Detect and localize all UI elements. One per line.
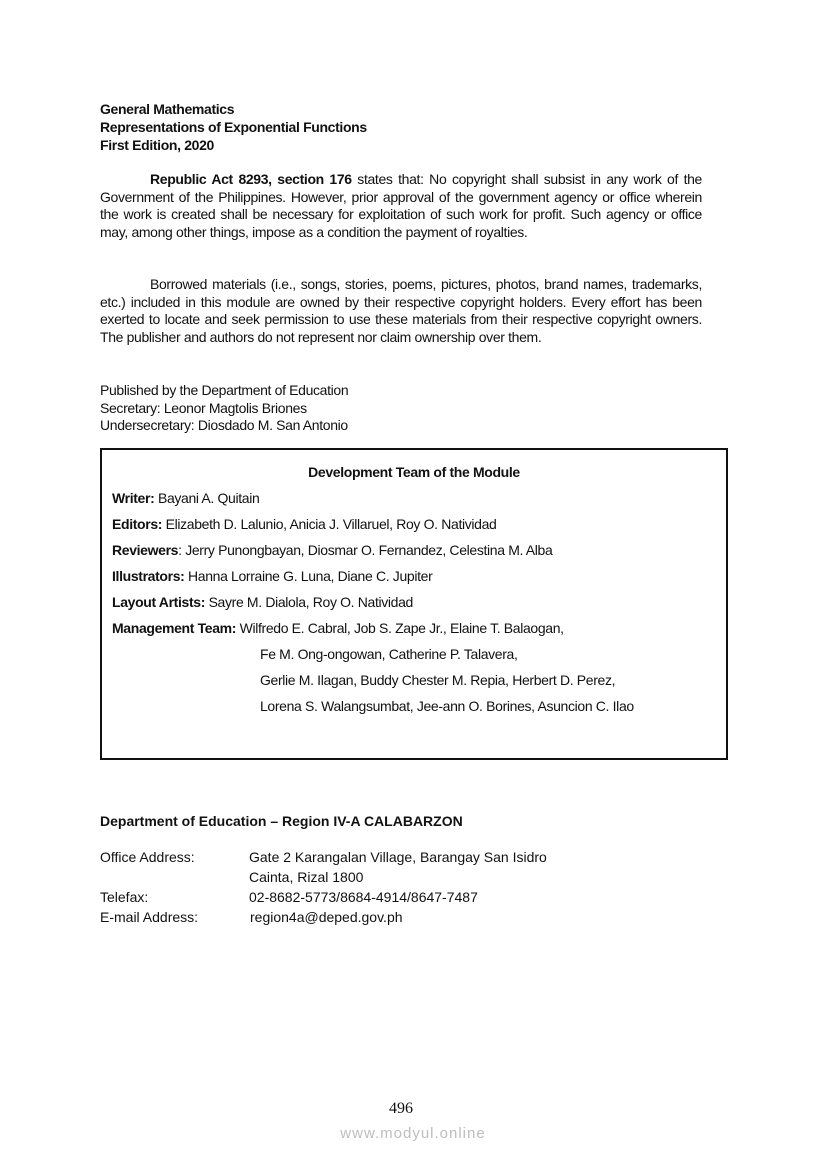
copyright-text: states that: No copyright shall subsist in any work of the Government of the Philippines. However, prior approval of the government agency or office wherein the work is created shall be necessary for exploitation of such work for profit. Such agency or office may, among other things, impose as a condition the payment of royalties. [100,171,702,240]
role-names: Bayani A. Quitain [154,490,260,506]
role-label: Illustrators: [112,568,185,584]
copyright-paragraph [100,171,702,241]
subject: General Mathematics [100,101,235,117]
publisher-info [100,382,348,435]
borrowed-paragraph [100,276,702,346]
edition: First Edition, 2020 [100,137,214,153]
management-continued: Fe M. Ong-ongowan, Catherine P. Talavera, [260,646,518,662]
published-by: Published by the Department of Education [100,382,349,398]
role-names: Hanna Lorraine G. Luna, Diane C. Jupiter [184,568,433,584]
role-names: Elizabeth D. Lalunio, Anicia J. Villaruel, Roy O. Natividad [162,516,497,532]
team-row-layout-artists [112,594,413,610]
borrowed-text: Borrowed materials (i.e., songs, stories, poems, pictures, photos, brand names, trademarks, etc.) included in this module are owned by their respective copyright holders. Every effort has been exerted to locate and seek permission to use these materials from their respective copyright owners. The publisher and authors do not represent nor claim ownership over them. [100,276,702,345]
team-row-management [112,620,564,636]
management-continued: Gerlie M. Ilagan, Buddy Chester M. Repia, Herbert D. Perez, [260,672,616,688]
team-row-illustrators [112,568,432,584]
development-team-box [100,448,728,760]
role-label: Reviewers [112,542,179,558]
team-row-reviewers [112,542,552,558]
team-row-editors [112,516,496,532]
email-value: region4a@deped.gov.ph [250,909,403,925]
role-label: Editors: [112,516,163,532]
role-names: Sayre M. Dialola, Roy O. Natividad [205,594,413,610]
telefax-value: 02-8682-5773/8684-4914/8647-7487 [249,889,478,905]
module-header [100,100,367,154]
watermark: www.modyul.online [340,1125,486,1142]
team-title: Development Team of the Module [308,464,520,480]
secretary: Secretary: Leonor Magtolis Briones [100,399,307,416]
role-label: Management Team: [112,620,237,636]
office-address-line2: Cainta, Rizal 1800 [249,869,364,885]
undersecretary: Undersecretary: Diosdado M. San Antonio [100,417,348,433]
role-label: Layout Artists: [112,594,206,610]
role-names: Wilfredo E. Cabral, Job S. Zape Jr., Elaine T. Balaogan, [236,620,564,636]
office-address-line1: Gate 2 Karangalan Village, Barangay San Isidro [249,849,547,865]
office-address-label: Office Address: [100,849,195,865]
management-continued: Lorena S. Walangsumbat, Jee-ann O. Borines, Asuncion C. Ilao [260,698,634,714]
email-label: E-mail Address: [100,909,199,925]
telefax-label: Telefax: [100,889,149,905]
department-heading: Department of Education – Region IV-A CALABARZON [100,813,463,829]
module-title: Representations of Exponential Functions [100,119,367,135]
role-names: : Jerry Punongbayan, Diosmar O. Fernandez, Celestina M. Alba [178,542,553,558]
role-label: Writer: [112,490,155,506]
team-row-writer [112,490,259,506]
page-number: 496 [389,1100,413,1117]
copyright-law: Republic Act 8293, section 176 [150,171,352,187]
